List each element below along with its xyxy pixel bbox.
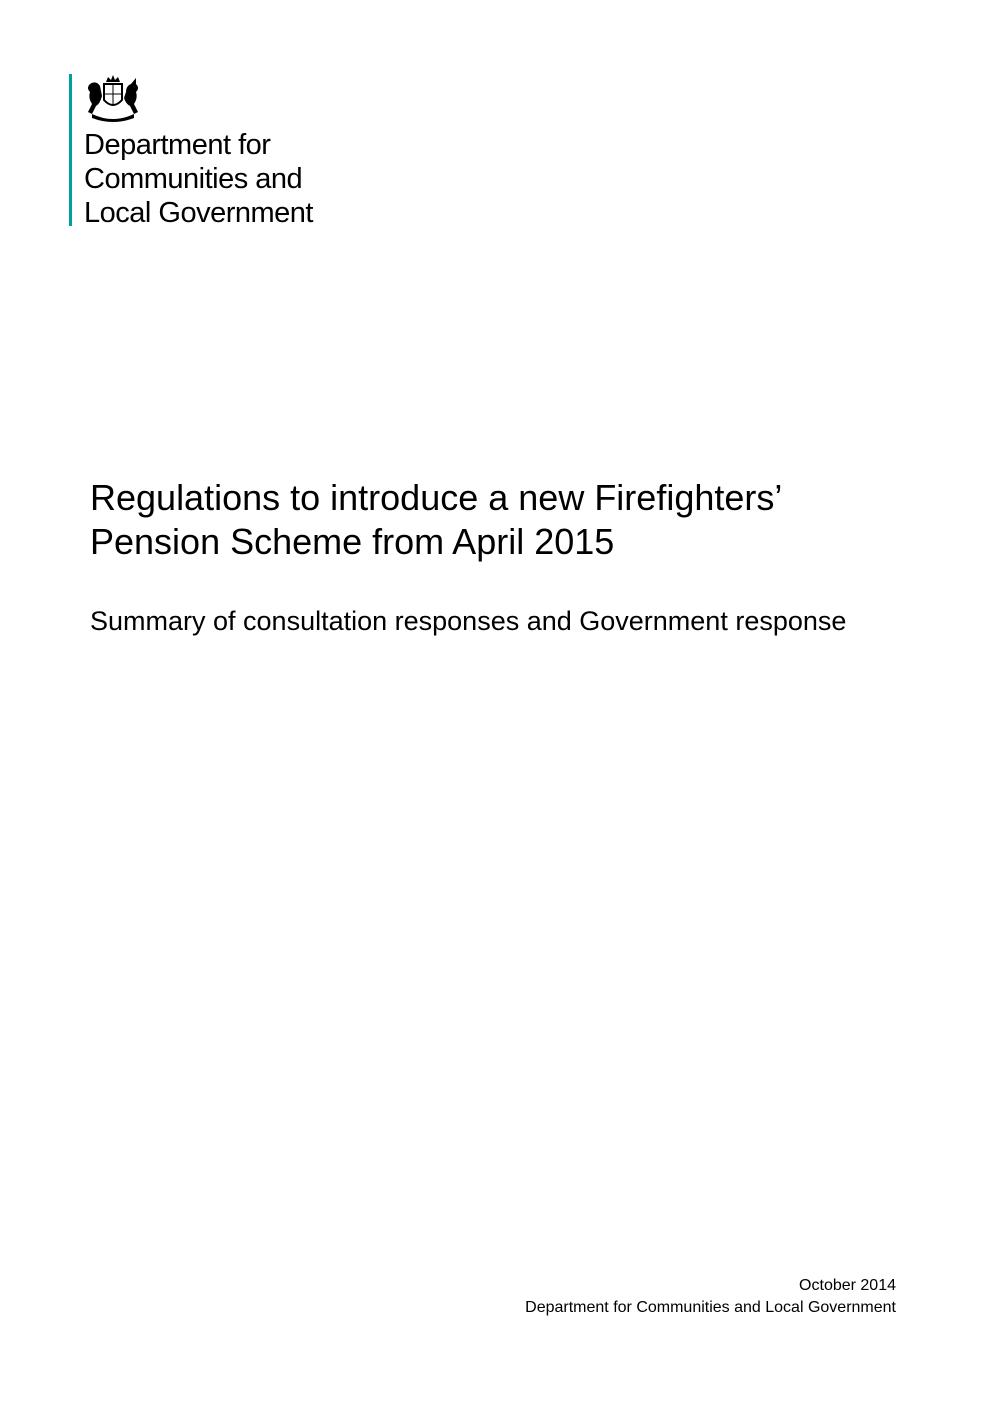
publication-date: October 2014 — [799, 1277, 896, 1294]
logo-accent-bar — [69, 74, 72, 226]
document-title: Regulations to introduce a new Firefighters’ Pension Scheme from April 2015 — [90, 477, 782, 562]
logo-line-3: Local Government — [84, 197, 313, 229]
logo-line-1: Department for — [84, 129, 271, 161]
document-subtitle: Summary of consultation responses and Government response — [90, 606, 847, 636]
royal-coat-of-arms-icon — [84, 74, 142, 122]
publisher-name: Department for Communities and Local Government — [525, 1299, 896, 1316]
department-logo-text — [84, 128, 313, 230]
logo-line-2: Communities and — [84, 163, 303, 195]
document-footer — [525, 1275, 896, 1319]
